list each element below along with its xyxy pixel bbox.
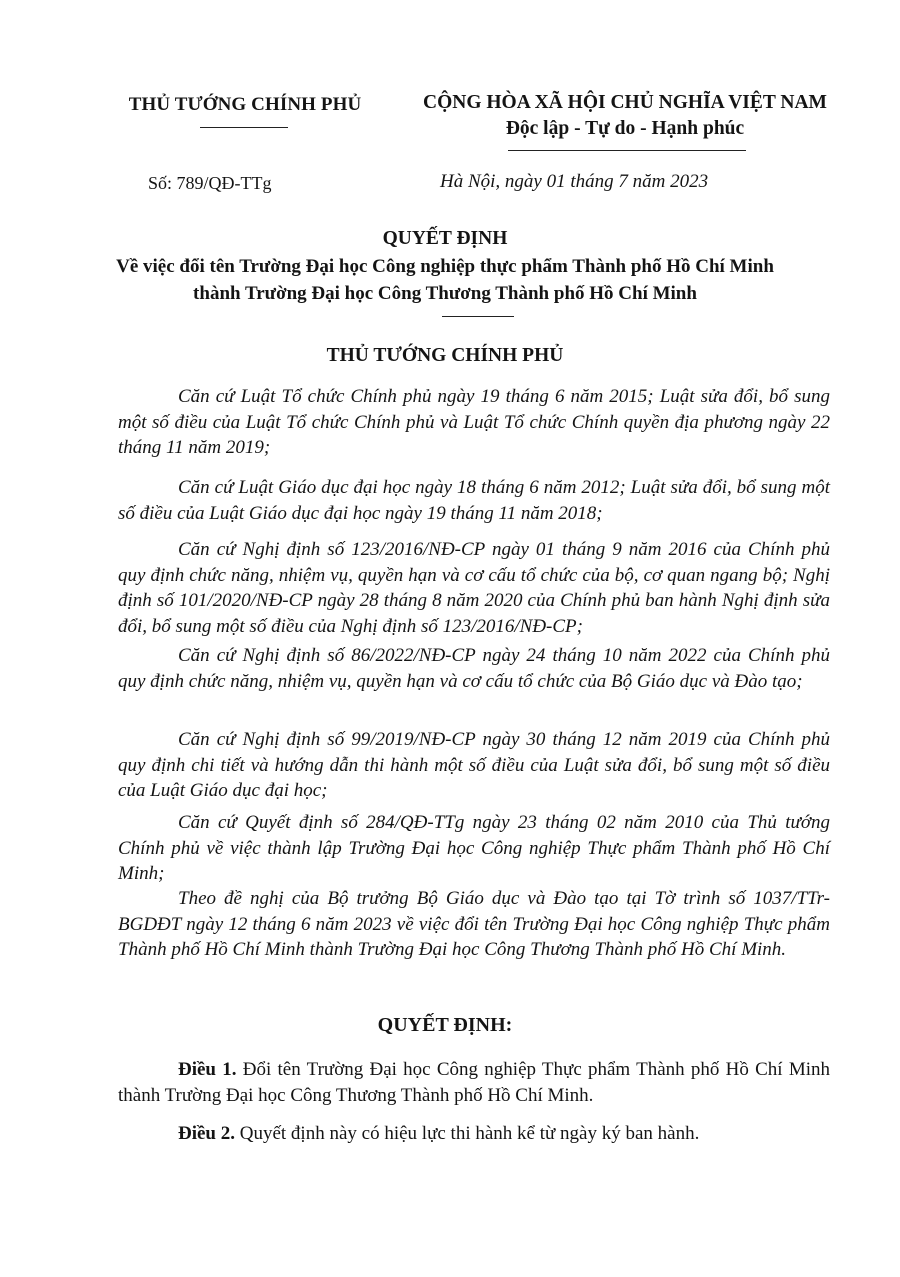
- article-label: Điều 1.: [178, 1059, 243, 1080]
- place-and-date: Hà Nội, ngày 01 tháng 7 năm 2023: [440, 171, 709, 192]
- basis-paragraph: Căn cứ Quyết định số 284/QĐ-TTg ngày 23 tháng 02 năm 2010 của Thủ tướng Chính phủ về việc thành lập Trường Đại học Công nghiệp Thực phẩm Thành phố Hồ Chí Minh;: [118, 812, 830, 884]
- basis-paragraph: Căn cứ Nghị định số 99/2019/NĐ-CP ngày 30 tháng 12 năm 2019 của Chính phủ quy định chi tiết và hướng dẫn thi hành một số điều của Luật sửa đổi, bổ sung một số điều của Luật Giáo dục đại học;: [118, 729, 830, 801]
- basis-paragraph: Căn cứ Nghị định số 123/2016/NĐ-CP ngày 01 tháng 9 năm 2016 của Chính phủ quy định chức năng, nhiệm vụ, quyền hạn và cơ cấu tổ chức của bộ, cơ quan ngang bộ; Nghị định số 101/2020/NĐ-CP ngày 28 tháng 8 năm 2020 của Chính phủ ban hành Nghị định sửa đổi, bổ sung một số điều của Nghị định số 123/2016/NĐ-CP;: [118, 539, 830, 637]
- article-label: Điều 2.: [178, 1123, 240, 1144]
- basis-paragraph: Theo đề nghị của Bộ trưởng Bộ Giáo dục và Đào tạo tại Tờ trình số 1037/TTr-BGDĐT ngày 12 tháng 6 năm 2023 về việc đổi tên Trường Đại học Công nghiệp Thực phẩm Thành phố Hồ Chí Minh thành Trường Đại học Công Thương Thành phố Hồ Chí Minh.: [118, 888, 830, 960]
- decision-heading: QUYẾT ĐỊNH:: [377, 1014, 513, 1036]
- document-type-heading: QUYẾT ĐỊNH: [382, 228, 508, 249]
- subject-line-1: Về việc đổi tên Trường Đại học Công nghiệp thực phẩm Thành phố Hồ Chí Minh: [116, 256, 774, 277]
- article-text: Đổi tên Trường Đại học Công nghiệp Thực phẩm Thành phố Hồ Chí Minh thành Trường Đại học Công Thương Thành phố Hồ Chí Minh.: [118, 1059, 831, 1106]
- subject-underline: [442, 316, 514, 317]
- article-text: Quyết định này có hiệu lực thi hành kể từ ngày ký ban hành.: [239, 1123, 700, 1144]
- basis-paragraph: Căn cứ Luật Giáo dục đại học ngày 18 tháng 6 năm 2012; Luật sửa đổi, bổ sung một số điều của Luật Giáo dục đại học ngày 19 tháng 11 năm 2018;: [118, 477, 830, 524]
- document-subject: [90, 253, 800, 307]
- basis-paragraph: Căn cứ Luật Tổ chức Chính phủ ngày 19 tháng 6 năm 2015; Luật sửa đổi, bổ sung một số điều của Luật Tổ chức Chính phủ và Luật Tổ chức Chính quyền địa phương ngày 22 tháng 11 năm 2019;: [118, 386, 830, 458]
- basis-paragraph: Căn cứ Nghị định số 86/2022/NĐ-CP ngày 24 tháng 10 năm 2022 của Chính phủ quy định chức năng, nhiệm vụ, quyền hạn và cơ cấu tổ chức của Bộ Giáo dục và Đào tạo;: [118, 645, 830, 692]
- issuing-authority-heading: THỦ TƯỚNG CHÍNH PHỦ: [326, 345, 564, 366]
- motto-underline: [508, 150, 746, 151]
- national-title: CỘNG HÒA XÃ HỘI CHỦ NGHĨA VIỆT NAM: [423, 92, 827, 113]
- issuing-agency: THỦ TƯỚNG CHÍNH PHỦ: [128, 94, 362, 115]
- national-motto: Độc lập - Tự do - Hạnh phúc: [505, 118, 745, 139]
- subject-line-2: thành Trường Đại học Công Thương Thành phố Hồ Chí Minh: [193, 283, 697, 304]
- agency-underline: [200, 127, 288, 128]
- article-2: [118, 1121, 830, 1147]
- document-number: Số: 789/QĐ-TTg: [148, 173, 272, 193]
- article-1: [118, 1057, 830, 1108]
